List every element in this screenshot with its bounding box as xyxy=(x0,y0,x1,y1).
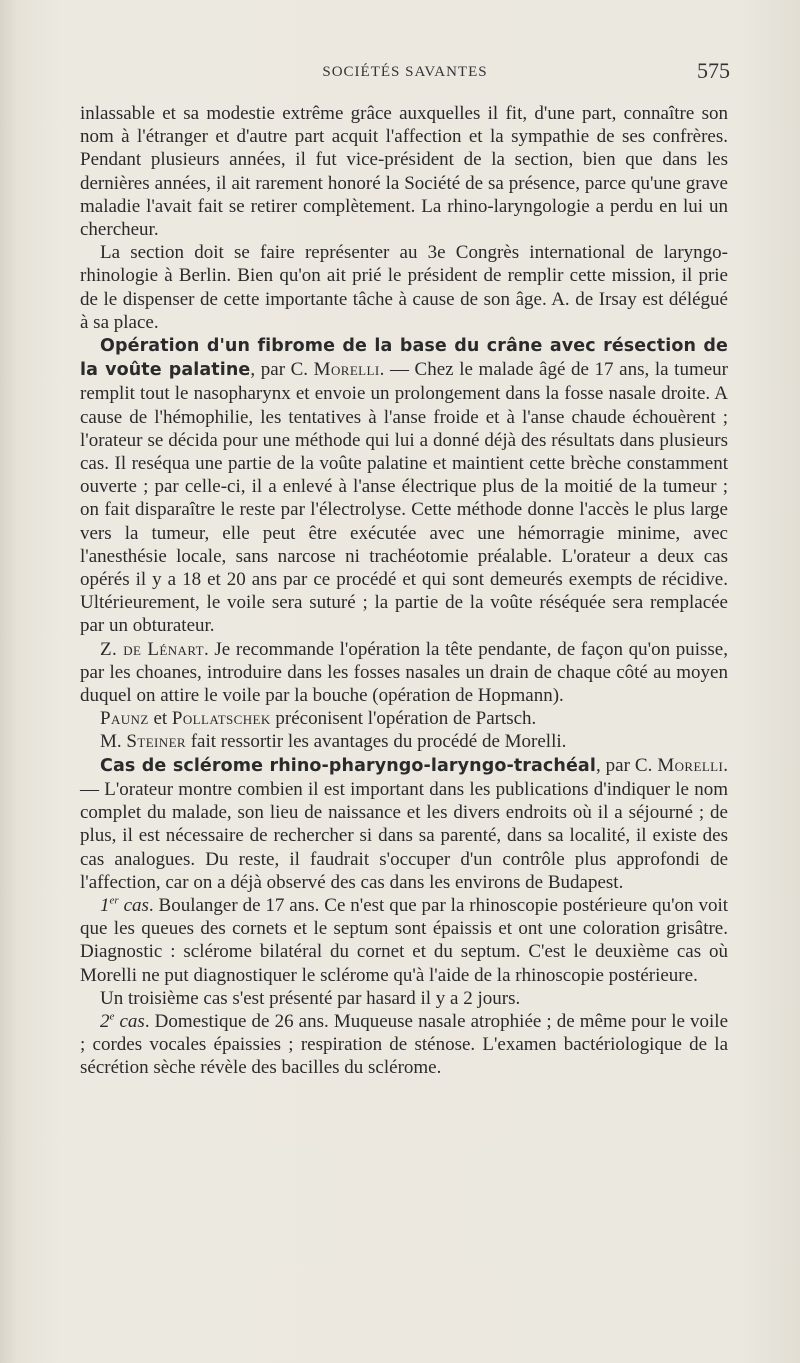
paragraph-1-text: inlassable et sa modestie extrême grâce auxquelles il fit, d'une part, connaître son nom à l'étranger et d'autre part acquit l'affection et la sympathie de ses confrères. Pendant plusieurs années, il fut vice-président de la section, bien que dans les dernières années, il ait rarement honoré la Société de sa présence, parce qu'une grave maladie l'avait fait se retirer complètement. La rhino-laryngologie a perdu en lui un chercheur. xyxy=(80,103,728,241)
paragraph-9 xyxy=(80,987,728,1010)
paragraph-6-text: fait ressortir les avantages du procédé de Morelli. xyxy=(185,731,567,753)
running-head xyxy=(80,56,730,86)
paragraph-6 xyxy=(80,730,728,753)
case-superscript: e xyxy=(109,1010,115,1023)
speaker-name: Lénart xyxy=(147,638,204,660)
section-heading-fibrome: Opération d'un fibrome de la base du crâne avec résection de la voûte palatine xyxy=(80,336,728,381)
paragraph-3-text: . — Chez le malade âgé de 17 ans, la tumeur remplit tout le nasopharynx et envoie un prolongement dans la fosse nasale droite. A cause de l'hémophilie, les tentatives à l'anse froide et à l'anse chaude échouèrent ; l'orateur se décida pour une méthode qui lui a donné déjà des résultats dans plusieurs cas. Il reséqua une partie de la voûte palatine et maintient cette brèche constamment ouverte ; par celle-ci, il a enlevé à l'anse électrique plus de la moitié de la tumeur ; on fait disparaître le reste par l'électrolyse. Cette méthode donne l'accès le plus large vers la tumeur, elle peut être exécutée avec une hémorragie minime, avec l'anesthésie locale, sans narcose ni trachéotomie préalable. L'orateur a deux cas opérés il y a 18 et 20 ans par ce procédé et qui sont demeurés exempts de récidive. Ultérieurement, le voile sera suturé ; la partie de la voûte réséquée sera remplacée par un obturateur. xyxy=(80,359,728,637)
paragraph-2 xyxy=(80,241,728,334)
conjunction: et xyxy=(148,708,172,730)
case-number: 2 xyxy=(100,1010,110,1032)
paragraph-10-text: . Domestique de 26 ans. Muqueuse nasale atrophiée ; de même pour le voile ; cordes vocales épaissies ; respiration de sténose. L'examen bactériologique de la sécrétion sèche révèle des bacilles du sclérome. xyxy=(80,1010,728,1079)
running-title: SOCIÉTÉS SAVANTES xyxy=(322,64,488,80)
paragraph-3 xyxy=(80,334,728,638)
author-name: Morelli xyxy=(313,359,380,381)
paragraph-5 xyxy=(80,707,728,730)
case-label: cas xyxy=(118,894,149,916)
paragraph-8 xyxy=(80,894,728,987)
author-name: Morelli xyxy=(657,754,724,776)
author-prefix: , par C. xyxy=(595,754,658,776)
speaker-prefix: M. xyxy=(100,731,127,753)
paragraph-9-text: Un troisième cas s'est présenté par hasard il y a 2 jours. xyxy=(100,987,521,1009)
body-text xyxy=(80,102,728,1080)
case-superscript: er xyxy=(109,894,119,907)
paragraph-7 xyxy=(80,754,728,894)
page-number: 575 xyxy=(697,58,730,83)
speaker-name-2: Pollatschek xyxy=(171,708,271,730)
speaker-name-1: Paunz xyxy=(100,708,149,730)
paragraph-4-text: . Je recommande l'opération la tête pendante, de façon qu'on puisse, par les choanes, introduire dans les fosses nasales un drain de chaque côté au moyen duquel on attire le voile par la bouche (opération de Hopmann). xyxy=(80,638,728,707)
paragraph-4 xyxy=(80,638,728,708)
speaker-name: Steiner xyxy=(126,731,186,753)
case-label: cas xyxy=(114,1010,145,1032)
speaker-prefix: Z. de xyxy=(100,638,148,660)
paragraph-8-text: . Boulanger de 17 ans. Ce n'est que par la rhinoscopie postérieure qu'on voit que les queues des cornets et le septum sont épaissis et ont une coloration grisâtre. Diagnostic : sclérome bilatéral du cornet et du septum. C'est le deuxième cas où Morelli ne put diagnostiquer le sclérome qu'à l'aide de la rhinoscopie postérieure. xyxy=(80,894,729,986)
paragraph-10 xyxy=(80,1010,728,1080)
paragraph-2-text: La section doit se faire représenter au 3e Congrès international de laryngo-rhinologie à Berlin. Bien qu'on ait prié le président de remplir cette mission, il prie de le dispenser de cette importante tâche à cause de son âge. A. de Irsay est délégué à sa place. xyxy=(80,242,728,333)
author-prefix: , par C. xyxy=(250,359,314,381)
section-heading-sclerome: Cas de sclérome rhino-pharyngo-laryngo-trachéal xyxy=(100,755,596,776)
paragraph-7-text: . — L'orateur montre combien il est important dans les publications d'indiquer le nom complet du malade, son lieu de naissance et les divers endroits où il a séjourné ; de plus, il est nécessaire de rechercher si dans sa parenté, dans sa localité, il existe des cas analogues. Du reste, il faudrait s'occuper d'un contrôle plus approfondi de l'affection, car on a déjà observé des cas dans les environs de Budapest. xyxy=(80,754,728,893)
case-number: 1 xyxy=(100,894,110,916)
paragraph-1 xyxy=(80,102,728,241)
paragraph-5-text: préconisent l'opération de Partsch. xyxy=(270,708,537,730)
